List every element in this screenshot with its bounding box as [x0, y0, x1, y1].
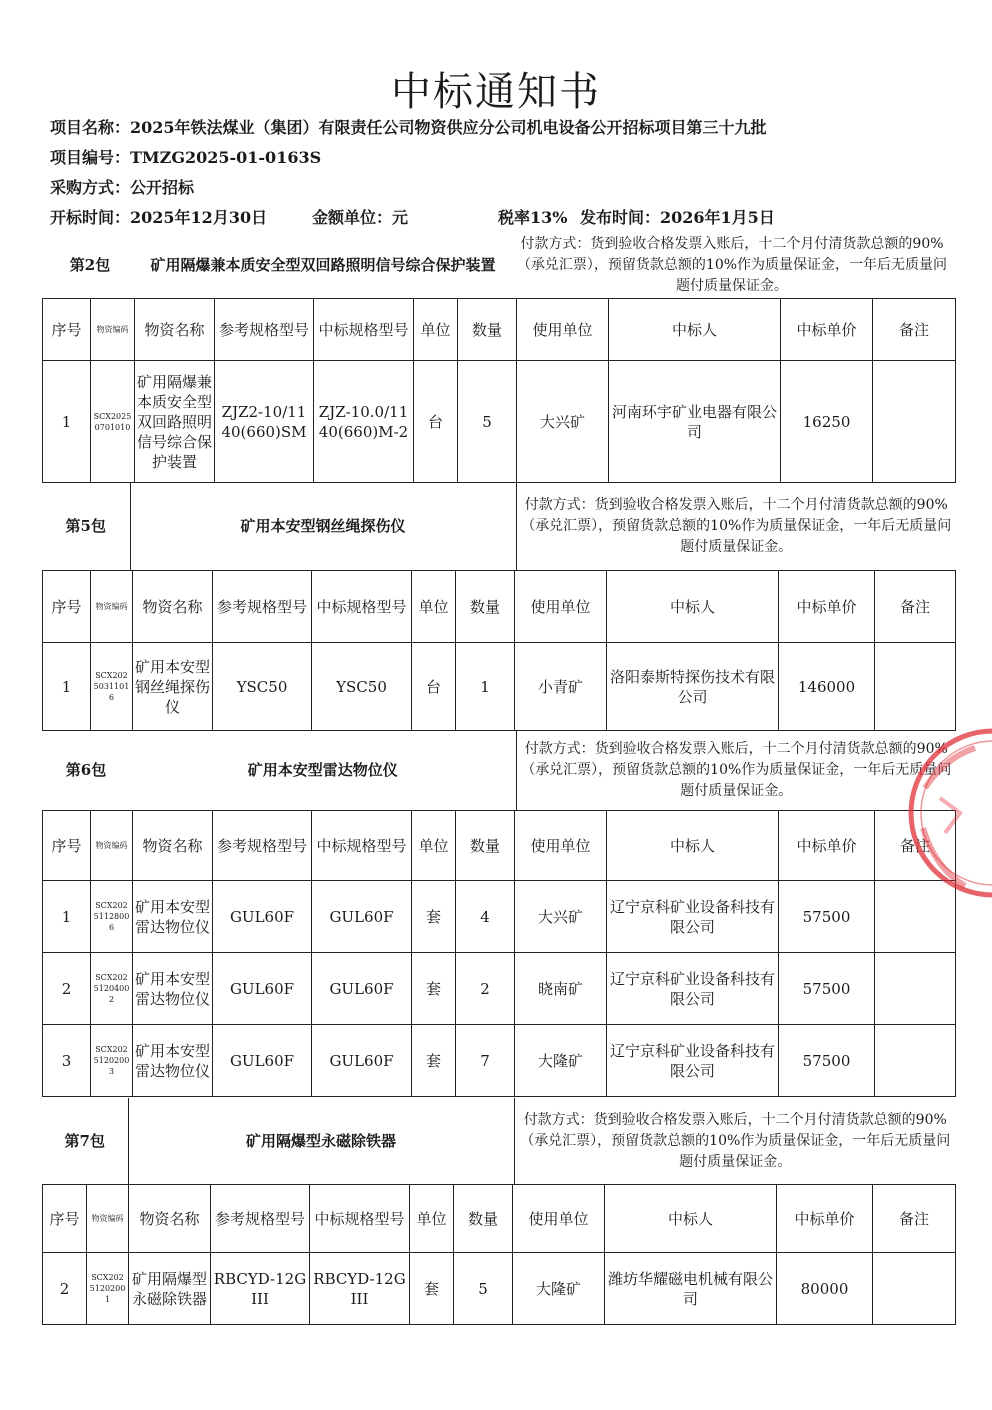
header-remark: 备注 [875, 571, 956, 643]
package-name: 矿用本安型雷达物位仪 [130, 730, 516, 810]
cell-user: 小青矿 [515, 643, 607, 731]
header-code: 物资编码 [91, 811, 133, 881]
cell-ref-spec: RBCYD-12GIII [211, 1253, 310, 1325]
header-remark: 备注 [873, 299, 956, 361]
items-table [42, 1184, 956, 1325]
publish-time: 2026年1月5日 [660, 208, 775, 227]
items-table [42, 810, 956, 1097]
publish-label: 发布时间： [580, 208, 661, 227]
cell-unit: 台 [414, 361, 458, 483]
cell-seq: 2 [43, 953, 91, 1025]
header-ref-spec: 参考规格型号 [211, 1185, 310, 1253]
header-winner: 中标人 [607, 571, 779, 643]
cell-code: SCX20250701010 [91, 361, 135, 483]
cell-price: 80000 [777, 1253, 873, 1325]
cell-name: 矿用本安型雷达物位仪 [133, 1025, 213, 1097]
package-number: 第7包 [42, 1098, 128, 1184]
cell-seq: 1 [43, 361, 91, 483]
cell-price: 57500 [779, 881, 875, 953]
cell-user: 晓南矿 [515, 953, 607, 1025]
package-number: 第2包 [69, 256, 111, 274]
package-section [42, 730, 956, 1097]
cell-seq: 3 [43, 1025, 91, 1097]
items-table [42, 570, 956, 731]
cell-winner: 洛阳泰斯特探伤技术有限公司 [607, 643, 779, 731]
project-no: TMZG2025-01-0163S [130, 148, 322, 167]
header-ref-spec: 参考规格型号 [215, 299, 314, 361]
open-time: 2025年12月30日 [130, 208, 268, 227]
header-user: 使用单位 [515, 571, 607, 643]
cell-price: 16250 [781, 361, 873, 483]
header-winner: 中标人 [605, 1185, 777, 1253]
header-qty: 数量 [458, 299, 517, 361]
header-seq: 序号 [43, 571, 91, 643]
cell-winner: 辽宁京科矿业设备科技有限公司 [607, 881, 779, 953]
cell-remark [873, 1253, 956, 1325]
method-line [50, 175, 194, 198]
cell-code: SCX20251128006 [91, 881, 133, 953]
header-name: 物资名称 [133, 811, 213, 881]
table-header-row [43, 1185, 956, 1253]
package-section [42, 482, 956, 731]
header-price: 中标单价 [779, 811, 875, 881]
header-seq: 序号 [43, 811, 91, 881]
cell-price: 146000 [779, 643, 875, 731]
header-qty: 数量 [456, 571, 515, 643]
cell-bid-spec: ZJZ-10.0/1140(660)M-2 [314, 361, 414, 483]
cell-seq: 1 [43, 881, 91, 953]
payment-terms: 付款方式：货到验收合格发票入账后，十二个月付清货款总额的90%（承兑汇票），预留货款总额的10%作为质量保证金，一年后无质量问题付质量保证金。 [520, 1111, 951, 1170]
package-header [42, 1098, 956, 1184]
cell-remark [875, 1025, 956, 1097]
method: 公开招标 [130, 178, 195, 197]
header-remark: 备注 [873, 1185, 956, 1253]
cell-bid-spec: RBCYD-12GIII [310, 1253, 410, 1325]
company-seal-icon [905, 718, 992, 908]
cell-user: 大兴矿 [517, 361, 609, 483]
table-row [43, 953, 956, 1025]
cell-unit: 套 [410, 1253, 454, 1325]
project-name-label: 项目名称： [50, 118, 131, 137]
project-no-line [50, 145, 321, 168]
table-row [43, 643, 956, 731]
cell-ref-spec: GUL60F [213, 1025, 312, 1097]
cell-seq: 2 [43, 1253, 87, 1325]
header-bid-spec: 中标规格型号 [314, 299, 414, 361]
package-number: 第6包 [65, 761, 107, 779]
cell-name: 矿用本安型钢丝绳探伤仪 [133, 643, 213, 731]
publish-line [580, 205, 775, 228]
cell-code: SCX20251202003 [91, 1025, 133, 1097]
package-name: 矿用本安型钢丝绳探伤仪 [130, 482, 516, 570]
cell-unit: 套 [412, 1025, 456, 1097]
payment-terms: 付款方式：货到验收合格发票入账后，十二个月付清货款总额的90%（承兑汇票），预留货款总额的10%作为质量保证金，一年后无质量问题付质量保证金。 [521, 740, 952, 799]
cell-name: 矿用本安型雷达物位仪 [133, 881, 213, 953]
cell-bid-spec: YSC50 [312, 643, 412, 731]
cell-qty: 1 [456, 643, 515, 731]
cell-code: SCX20251202001 [87, 1253, 129, 1325]
table-header-row [43, 571, 956, 643]
header-bid-spec: 中标规格型号 [312, 571, 412, 643]
package-header [42, 730, 956, 810]
cell-user: 大隆矿 [513, 1253, 605, 1325]
cell-ref-spec: GUL60F [213, 881, 312, 953]
header-winner: 中标人 [609, 299, 781, 361]
table-row [43, 1253, 956, 1325]
amount-unit-label: 金额单位： [312, 208, 393, 227]
cell-remark [875, 953, 956, 1025]
header-code: 物资编码 [87, 1185, 129, 1253]
header-ref-spec: 参考规格型号 [213, 571, 312, 643]
package-section [42, 1098, 956, 1325]
cell-name: 矿用隔爆型永磁除铁器 [129, 1253, 211, 1325]
cell-winner: 辽宁京科矿业设备科技有限公司 [607, 1025, 779, 1097]
header-unit: 单位 [414, 299, 458, 361]
table-header-row [43, 811, 956, 881]
cell-qty: 2 [456, 953, 515, 1025]
package-section [42, 232, 956, 483]
cell-ref-spec: ZJZ2-10/1140(660)SM [215, 361, 314, 483]
header-ref-spec: 参考规格型号 [213, 811, 312, 881]
package-name: 矿用隔爆型永磁除铁器 [128, 1098, 514, 1184]
cell-unit: 套 [412, 953, 456, 1025]
header-price: 中标单价 [781, 299, 873, 361]
cell-qty: 4 [456, 881, 515, 953]
header-bid-spec: 中标规格型号 [310, 1185, 410, 1253]
table-header-row [43, 299, 956, 361]
package-header [42, 232, 956, 298]
package-header [42, 482, 956, 570]
project-name-line [50, 115, 767, 138]
header-unit: 单位 [410, 1185, 454, 1253]
cell-bid-spec: GUL60F [312, 1025, 412, 1097]
header-unit: 单位 [412, 571, 456, 643]
cell-bid-spec: GUL60F [312, 881, 412, 953]
items-table [42, 298, 956, 483]
cell-remark [873, 361, 956, 483]
header-qty: 数量 [456, 811, 515, 881]
header-winner: 中标人 [607, 811, 779, 881]
cell-winner: 潍坊华耀磁电机械有限公司 [605, 1253, 777, 1325]
tax-rate: 税率13% [498, 208, 568, 227]
header-name: 物资名称 [135, 299, 215, 361]
cell-price: 57500 [779, 1025, 875, 1097]
project-name: 2025年铁法煤业（集团）有限责任公司物资供应分公司机电设备公开招标项目第三十九批 [130, 118, 767, 137]
cell-qty: 7 [456, 1025, 515, 1097]
cell-ref-spec: GUL60F [213, 953, 312, 1025]
open-time-line [50, 205, 267, 228]
header-unit: 单位 [412, 811, 456, 881]
header-seq: 序号 [43, 299, 91, 361]
cell-bid-spec: GUL60F [312, 953, 412, 1025]
table-row [43, 881, 956, 953]
header-code: 物资编码 [91, 299, 135, 361]
amount-unit-line [312, 205, 408, 228]
header-price: 中标单价 [777, 1185, 873, 1253]
header-user: 使用单位 [517, 299, 609, 361]
document-title: 中标通知书 [391, 69, 601, 115]
seal-shape [911, 731, 992, 895]
cell-name: 矿用本安型雷达物位仪 [133, 953, 213, 1025]
cell-qty: 5 [458, 361, 517, 483]
cell-user: 大隆矿 [515, 1025, 607, 1097]
payment-terms: 付款方式：货到验收合格发票入账后，十二个月付清货款总额的90%（承兑汇票），预留货款总额的10%作为质量保证金，一年后无质量问题付质量保证金。 [521, 496, 952, 555]
table-row [43, 361, 956, 483]
cell-price: 57500 [779, 953, 875, 1025]
cell-unit: 台 [412, 643, 456, 731]
amount-unit: 元 [392, 208, 409, 227]
header-name: 物资名称 [133, 571, 213, 643]
header-qty: 数量 [454, 1185, 513, 1253]
header-price: 中标单价 [779, 571, 875, 643]
method-label: 采购方式： [50, 178, 131, 197]
cell-code: SCX20250311016 [91, 643, 133, 731]
header-name: 物资名称 [129, 1185, 211, 1253]
header-user: 使用单位 [513, 1185, 605, 1253]
package-number: 第5包 [42, 482, 130, 570]
header-code: 物资编码 [91, 571, 133, 643]
cell-ref-spec: YSC50 [213, 643, 312, 731]
table-row [43, 1025, 956, 1097]
cell-seq: 1 [43, 643, 91, 731]
package-name: 矿用隔爆兼本质安全型双回路照明信号综合保护装置 [150, 255, 496, 274]
header-bid-spec: 中标规格型号 [312, 811, 412, 881]
cell-winner: 辽宁京科矿业设备科技有限公司 [607, 953, 779, 1025]
cell-name: 矿用隔爆兼本质安全型双回路照明信号综合保护装置 [135, 361, 215, 483]
header-user: 使用单位 [515, 811, 607, 881]
cell-unit: 套 [412, 881, 456, 953]
header-remark: 备注 [875, 811, 956, 881]
open-time-label: 开标时间： [50, 208, 131, 227]
cell-code: SCX20251204002 [91, 953, 133, 1025]
header-seq: 序号 [43, 1185, 87, 1253]
cell-winner: 河南环宇矿业电器有限公司 [609, 361, 781, 483]
payment-terms: 付款方式：货到验收合格发票入账后，十二个月付清货款总额的90%（承兑汇票），预留货款总额的10%作为质量保证金，一年后无质量问题付质量保证金。 [516, 235, 948, 294]
cell-user: 大兴矿 [515, 881, 607, 953]
project-no-label: 项目编号： [50, 148, 131, 167]
cell-qty: 5 [454, 1253, 513, 1325]
